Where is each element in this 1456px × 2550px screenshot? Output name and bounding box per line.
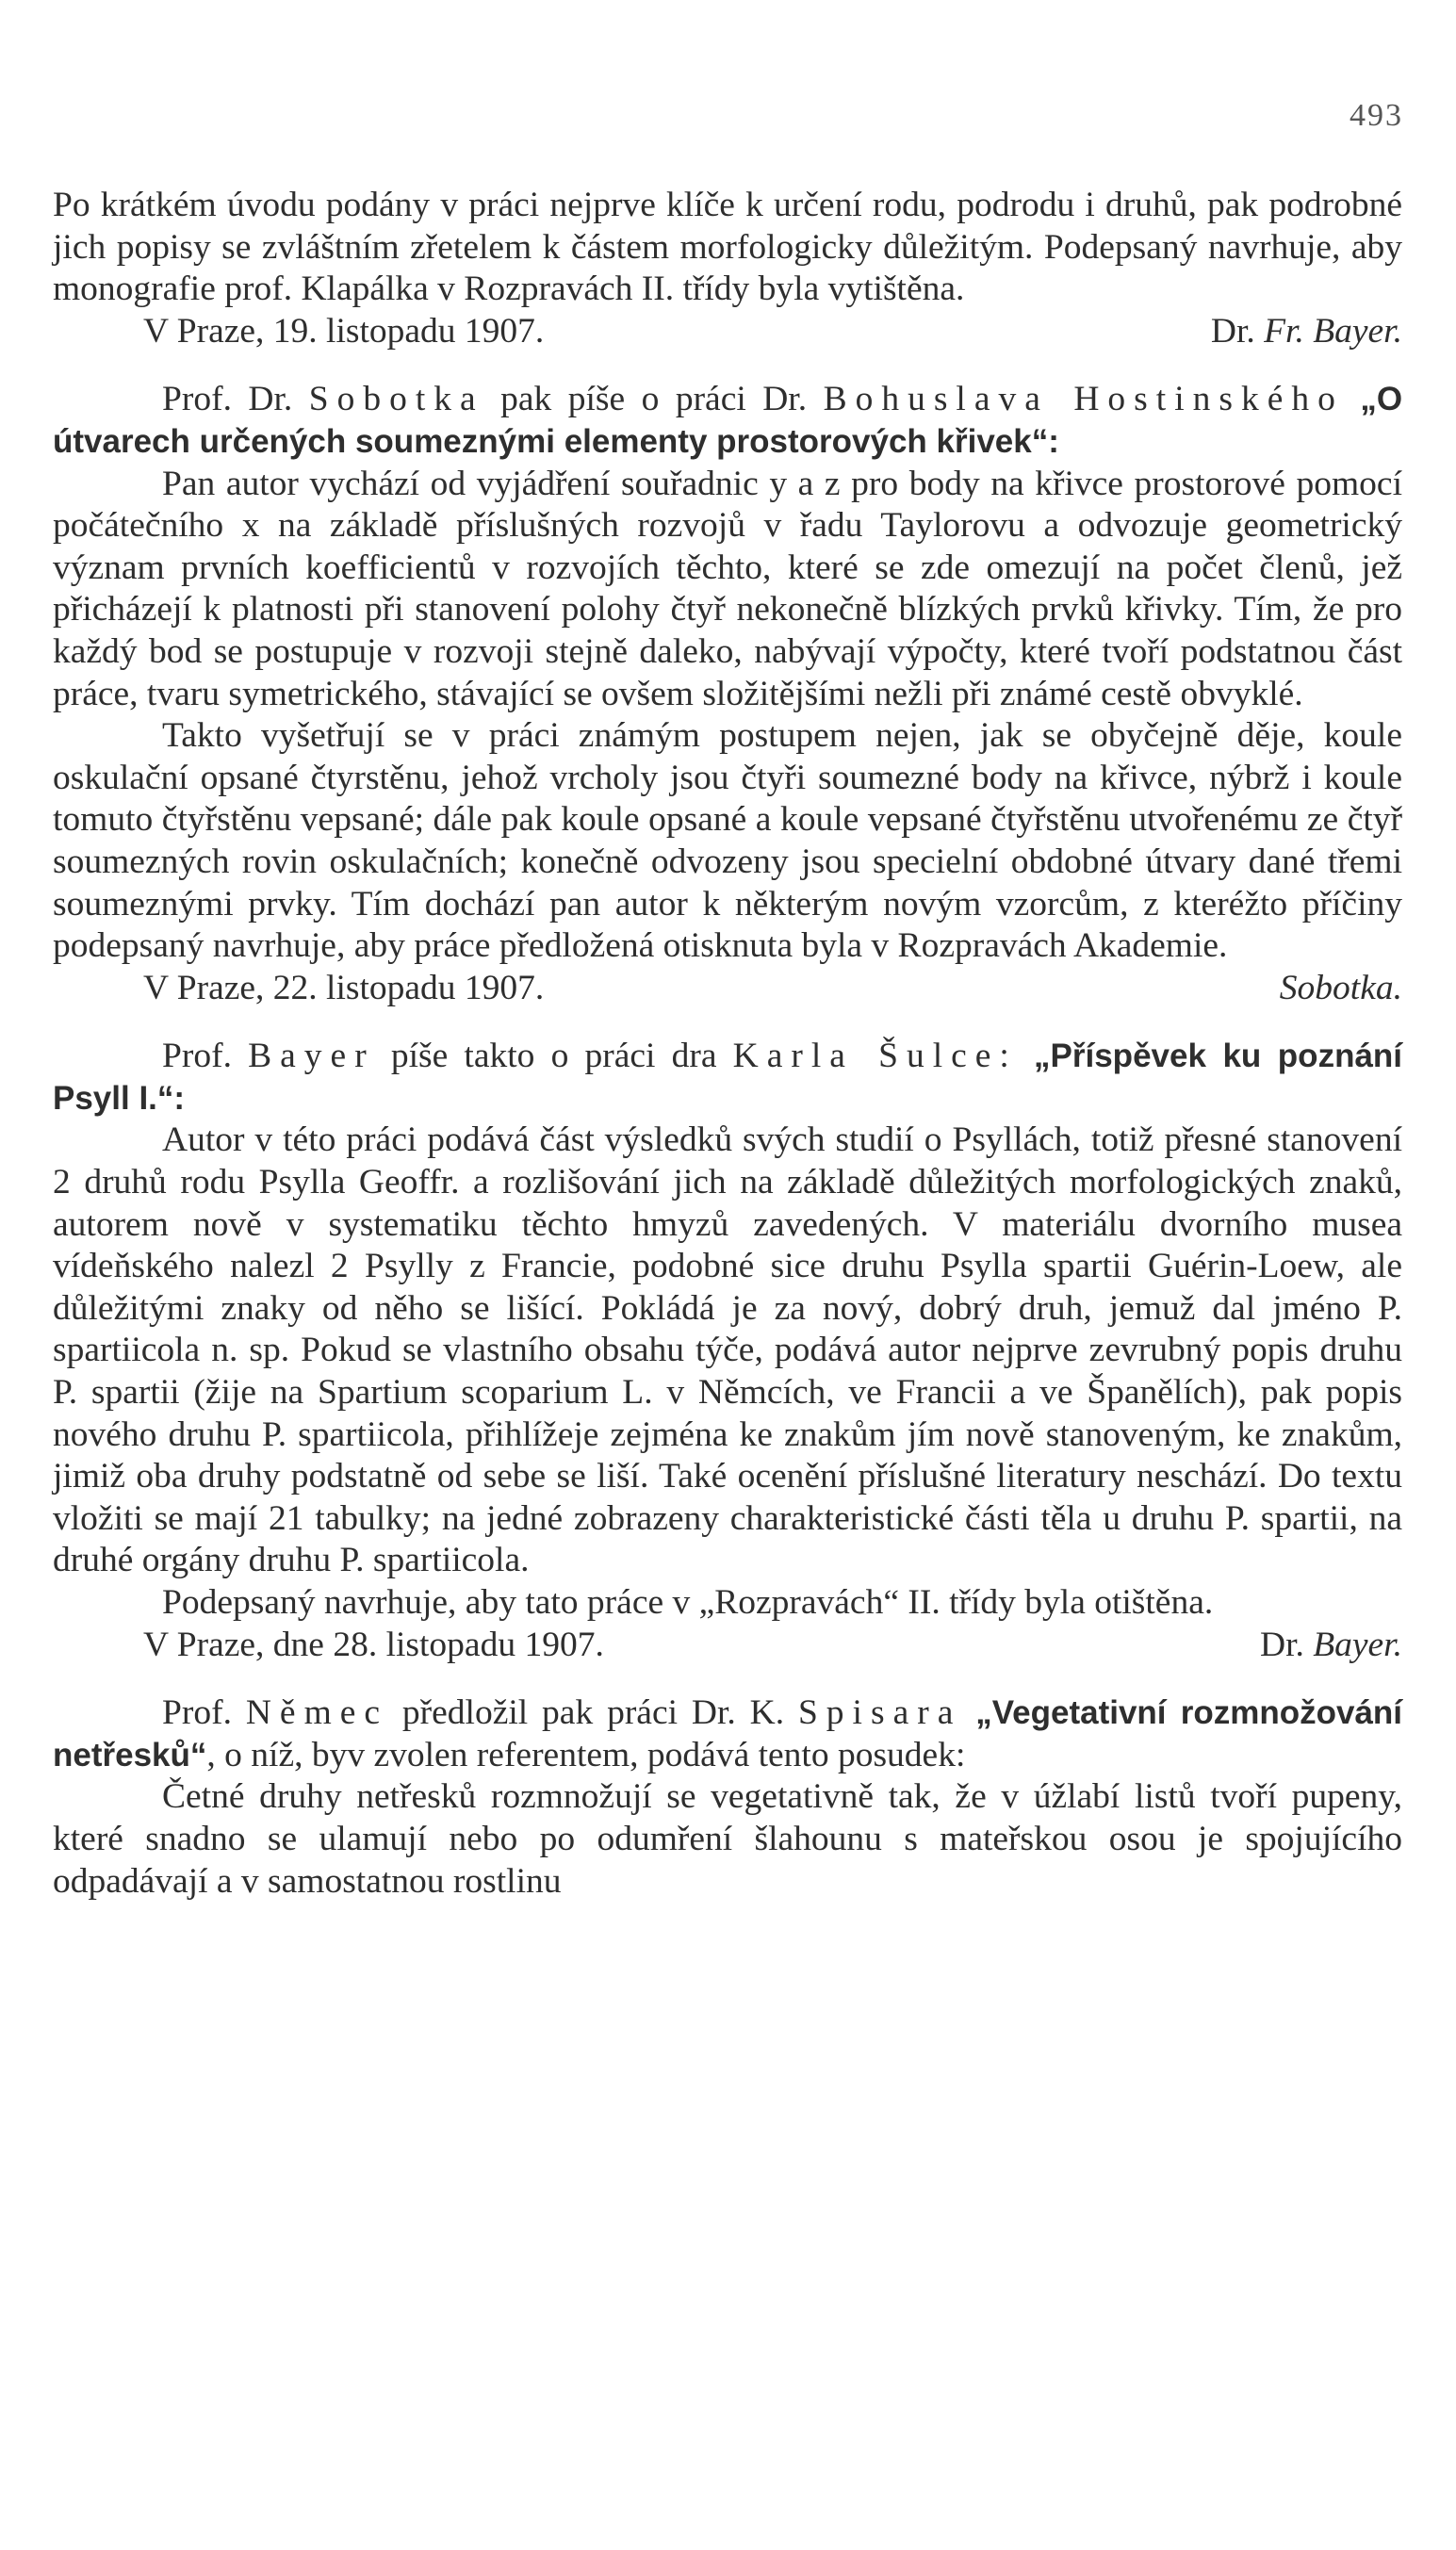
intro-text: Prof. Dr.: [162, 380, 293, 419]
author-name: Spisara: [797, 1693, 962, 1733]
signature-name: Fr. Bayer.: [1264, 311, 1402, 351]
report-heading-nemec: [53, 1692, 1402, 1776]
signature: [1211, 311, 1402, 353]
reviewer-name: Sobotka: [308, 380, 484, 419]
page-number: 493: [1350, 98, 1403, 133]
paragraph: Podepsaný navrhuje, aby tato práce v „Rozpravách“ II. třídy byla otištěna.: [162, 1583, 1214, 1622]
signature-prefix: Dr.: [1259, 1625, 1304, 1664]
work-title: „Příspěvek ku poznání Psyll I.“:: [53, 1038, 1403, 1117]
reviewer-name: Němec: [245, 1693, 389, 1733]
signature: Sobotka.: [1279, 968, 1402, 1007]
intro-text: Prof.: [162, 1693, 232, 1733]
paragraph: Pan autor vychází od vyjádření souřadnic y a z pro body na křivce prostorové pomocí počátečního x na základě příslušných rozvojů v řadu Taylorovu a odvozuje geometrický význam prvních koefficientů v rozvojích těchto, které se zde omezují na počet členů, jež přicházejí k platnosti při stanovení polohy čtyř nekonečně blízkých prvků křivky. Tím, že pro každý bod se postupuje v rozvoji stejně daleko, nabývají výpočty, které tvoří podstatnou část práce, tvaru symetrického, stávající se ovšem složitějšími nežli při známé cestě obvyklé.: [53, 464, 1402, 713]
report-heading-sobotka: [53, 379, 1402, 463]
intro-text: pak píše o práci Dr.: [500, 380, 808, 419]
dateline-3: [53, 1625, 1402, 1667]
paragraph-klapalek-end: Po krátkém úvodu podány v práci nejprve klíče k určení rodu, podrodu i druhů, pak podrobné jich popisy se zvláštním zřetelem k částem morfologicky důležitým. Podepsaný navrhuje, aby monografie prof. Klapálka v Rozpravách II. třídy byla vytištěna.: [53, 186, 1402, 309]
body-text: [53, 185, 1402, 1903]
date-place: V Praze, 22. listopadu 1907.: [143, 968, 545, 1007]
work-title: „Vegetativní rozmnožování netřesků“: [53, 1694, 1403, 1774]
author-name: Karla Šulce:: [732, 1037, 1018, 1076]
dateline-1: [53, 311, 1402, 353]
dateline-2: [53, 968, 1402, 1010]
date-place: V Praze, 19. listopadu 1907.: [143, 311, 545, 351]
paragraph: Takto vyšetřují se v práci známým postupem nejen, jak se obyčejně děje, koule oskulační opsané čtyrstěnu, jehož vrcholy jsou čtyři soumezné body na křivce, nýbrž i koule tomuto čtyřstěnu vepsané; dále pak koule opsané a koule vepsané čtyřstěnu utvořenému ze čtyř soumezných rovin oskulačních; konečně odvozeny jsou specielní obdobné útvary dané třemi soumeznými prvky. Tím dochází pan autor k některým novým vzorcům, z kteréžto příčiny podepsaný navrhuje, aby práce předložená otisknuta byla v Rozpravách Akademie.: [53, 716, 1402, 966]
paragraph: Autor v této práci podává část výsledků svých studií o Psyllách, totiž přesné stanovení 2 druhů rodu Psylla Geoffr. a rozlišování jich na základě důležitých morfologických znaků, autorem nově v systematiku těchto hmyzů zavedených. V materiálu dvorního musea vídeňského nalezl 2 Psylly z Francie, podobné sice druhu Psylla spartii Guérin-Loew, ale důležitými znaky od něho se lišící. Pokládá je za nový, dobrý druh, jemuž dal jméno P. spartiicola n. sp. Pokud se vlastního obsahu týče, podává autor nejprve zevrubný popis druhu P. spartii (žije na Spartium scoparium L. v Němcích, ve Francii a ve Španělích), pak popis nového druhu P. spartiicola, přihlížeje zejména ke znakům jím nově stanoveným, ke znakům, jimiž oba druhy podstatně od sebe se liší. Také ocenění příslušné literatury neschází. Do textu vložiti se mají 21 tabulky; na jedné zobrazeny charakteristické části těla u druhu P. spartii, na druhé orgány druhu P. spartiicola.: [53, 1120, 1402, 1580]
work-title: „O útvarech určených soumeznými elementy prostorových křivek“:: [53, 381, 1403, 460]
intro-text: předložil pak práci Dr. K.: [401, 1693, 785, 1733]
report-heading-bayer: [53, 1036, 1402, 1120]
intro-text: Prof.: [162, 1037, 232, 1076]
author-name: Bohuslava Hostinského: [823, 380, 1344, 419]
intro-text: píše takto o práci dra: [390, 1037, 717, 1076]
signature-prefix: Dr.: [1210, 311, 1255, 351]
date-place: V Praze, dne 28. listopadu 1907.: [143, 1625, 604, 1664]
reviewer-name: Bayer: [248, 1037, 375, 1076]
intro-text: , o níž, byv zvolen referentem, podává tento posudek:: [206, 1735, 966, 1774]
paragraph: Četné druhy netřesků rozmnožují se vegetativně tak, že v úžlabí listů tvoří pupeny, které snadno se ulamují nebo po odumření šlahounu s mateřskou osou je spojujícího odpadávají a v samostatnou rostlinu: [53, 1777, 1402, 1901]
signature: [1260, 1625, 1402, 1667]
signature-name: Bayer.: [1313, 1625, 1402, 1664]
